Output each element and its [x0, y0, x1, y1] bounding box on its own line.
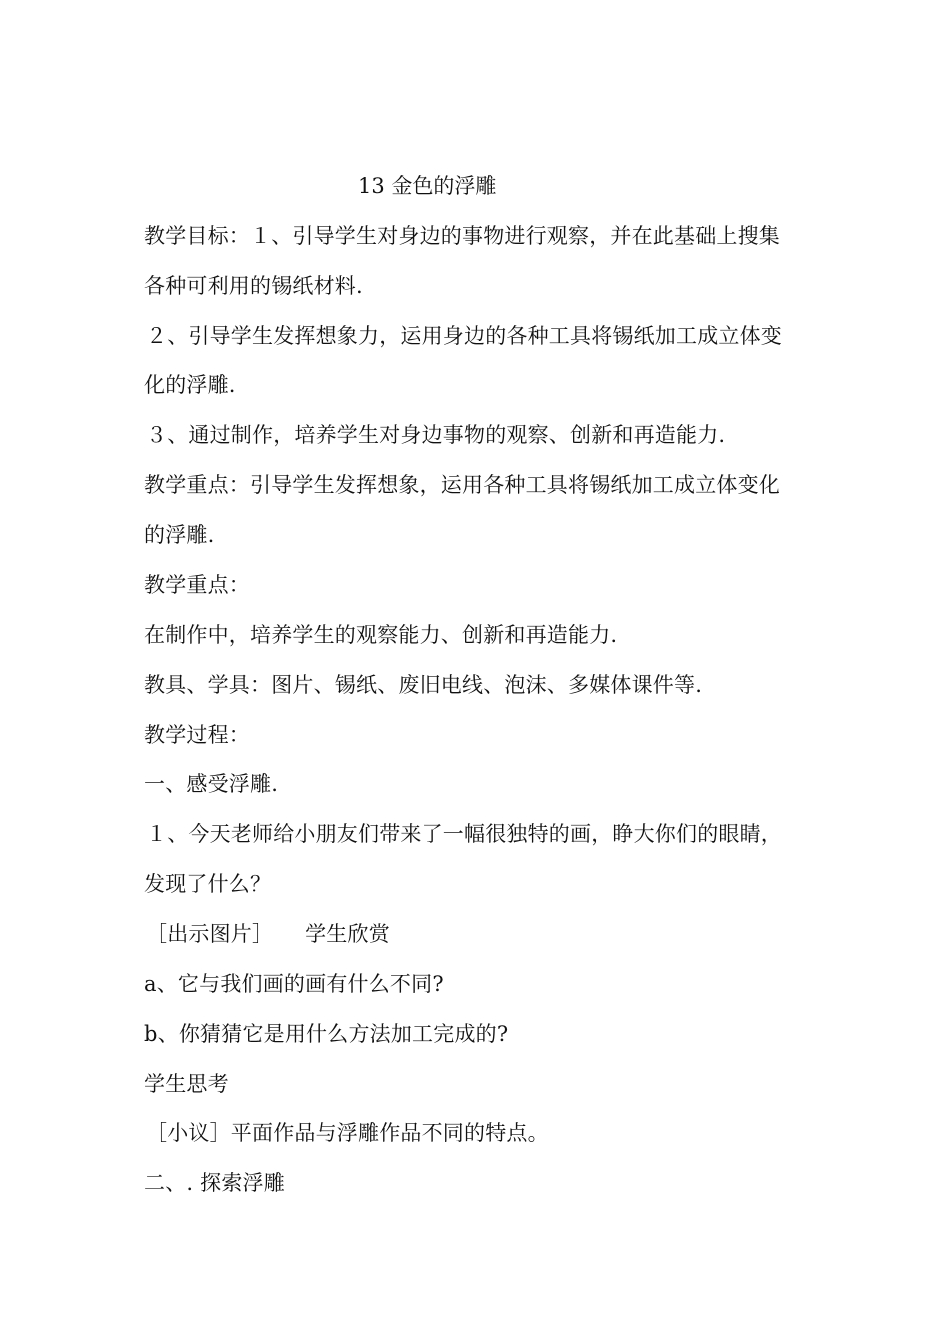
text-line-teaching-aids: 教具、学具：图片、锡纸、废旧电线、泡沫、多媒体课件等. — [144, 673, 703, 697]
text-line-question-b: b、你猜猜它是用什么方法加工完成的? — [144, 1022, 509, 1046]
text-line-section-one: 一、感受浮雕. — [144, 772, 279, 796]
text-line-teaching-goal-1-cont: 各种可利用的锡纸材料. — [144, 274, 363, 298]
text-line-step-one-cont: 发现了什么？ — [144, 872, 272, 896]
text-line-key-point: 教学重点：引导学生发挥想象，运用各种工具将锡纸加工成立体变化 — [144, 473, 780, 497]
text-line-key-point-heading: 教学重点： — [144, 573, 250, 597]
text-line-key-point-detail: 在制作中，培养学生的观察能力、创新和再造能力. — [144, 623, 618, 647]
text-line-question-a: a、它与我们画的画有什么不同? — [144, 972, 444, 996]
text-line-process-heading: 教学过程： — [144, 723, 250, 747]
text-line-step-one: １、今天老师给小朋友们带来了一幅很独特的画，睁大你们的眼睛， — [146, 822, 782, 846]
document-title: 13 金色的浮雕 — [358, 174, 497, 198]
text-line-teaching-goal-1: 教学目标：１、引导学生对身边的事物进行观察，并在此基础上搜集 — [144, 224, 780, 248]
text-line-show-picture: ［出示图片］ 学生欣赏 — [146, 922, 390, 946]
text-line-discussion: ［小议］平面作品与浮雕作品不同的特点。 — [146, 1121, 549, 1145]
text-line-teaching-goal-2-cont: 化的浮雕. — [144, 373, 236, 397]
text-line-key-point-cont: 的浮雕. — [144, 523, 215, 547]
text-line-teaching-goal-3: ３、通过制作，培养学生对身边事物的观察、创新和再造能力. — [146, 423, 726, 447]
text-line-section-two: 二、. 探索浮雕 — [144, 1171, 285, 1195]
text-line-teaching-goal-2: ２、引导学生发挥想象力，运用身边的各种工具将锡纸加工成立体变 — [146, 324, 782, 348]
text-line-student-think: 学生思考 — [144, 1072, 229, 1096]
